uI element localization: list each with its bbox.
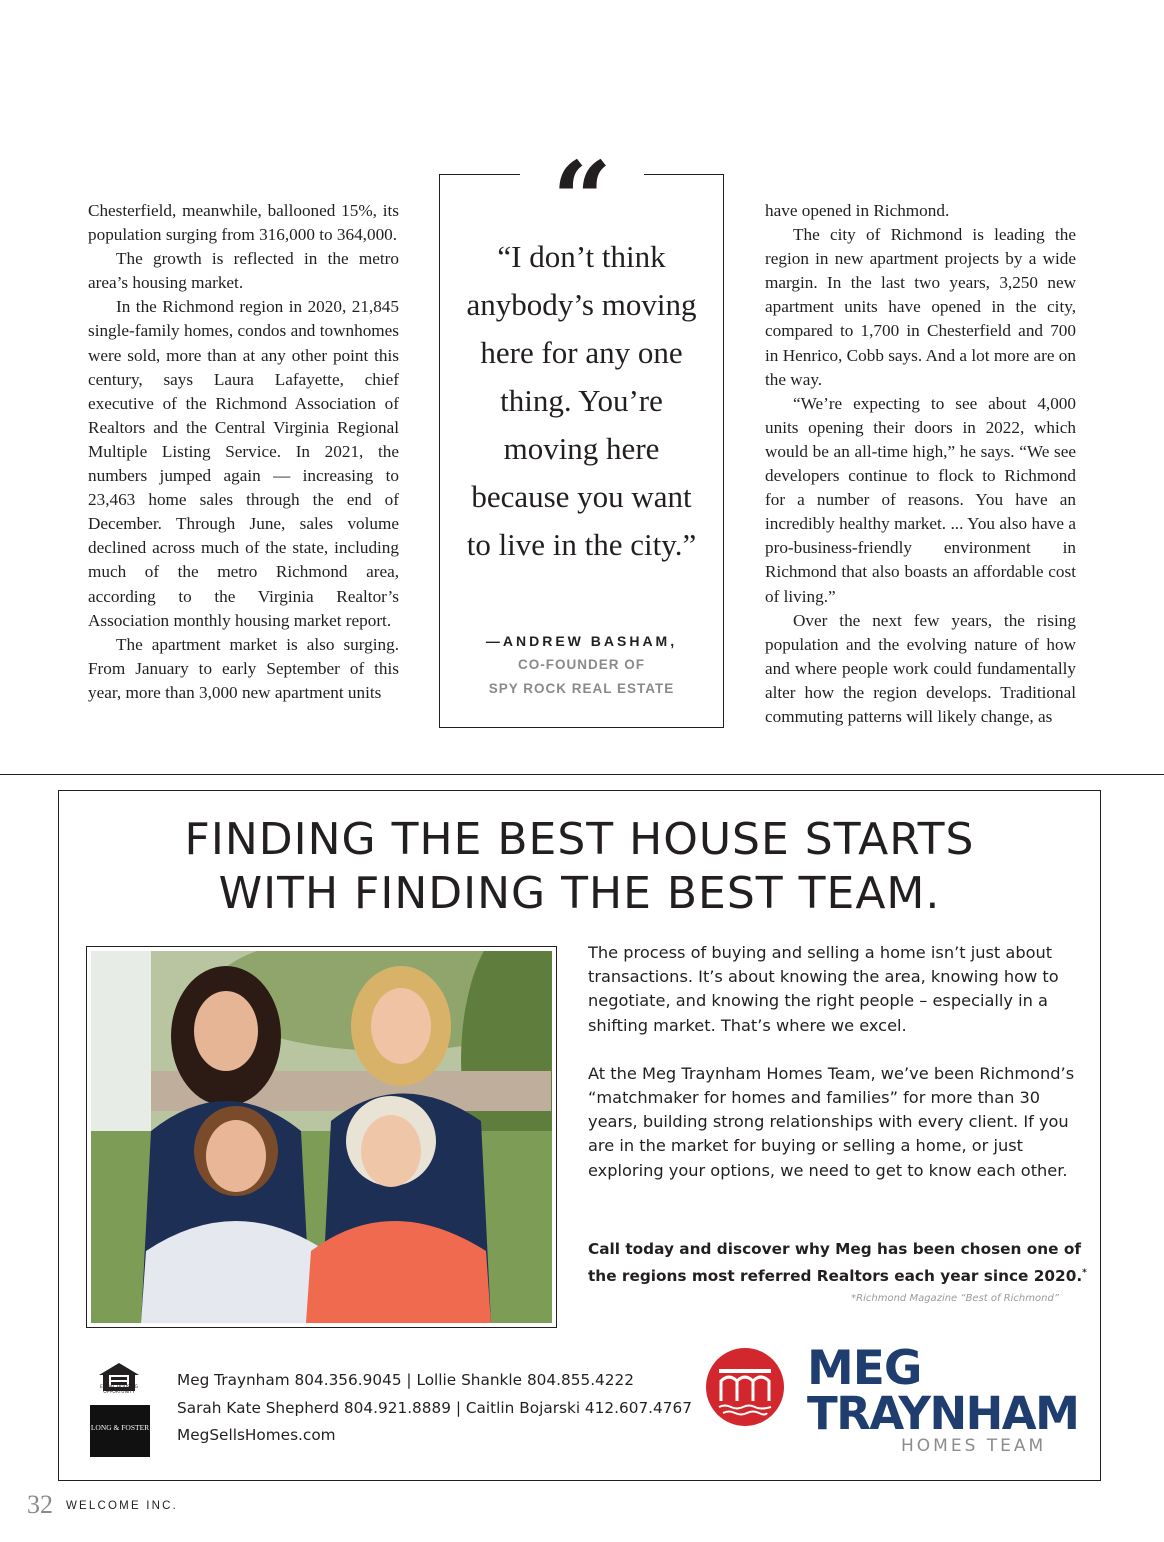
- brand-name-line: MEG: [807, 1341, 922, 1396]
- ad-headline-line: FINDING THE BEST HOUSE STARTS: [184, 814, 975, 865]
- article-column-right: [765, 199, 1076, 729]
- ad-cta-text: Call today and discover why Meg has been chosen one of the regions most referred Realtors each year since 2020.: [588, 1240, 1083, 1286]
- quote-mark-icon: [520, 138, 644, 261]
- ad-headline: [59, 813, 1100, 921]
- article-paragraph: In the Richmond region in 2020, 21,845 single-family homes, condos and townhomes were sold, more than at any other point this century, says Laura Lafayette, chief executive of the Richmond Association of Realtors and the Central Virginia Regional Multiple Listing Service. In 2021, the numbers jumped again — increasing to 23,463 home sales through the end of December. Through June, sales volume declined across much of the state, including much of the metro Richmond area, according to the Virginia Realtor’s Association monthly housing market report.: [88, 297, 399, 630]
- article-paragraph: Chesterfield, meanwhile, ballooned 15%, its population surging from 316,000 to 364,000.: [88, 201, 399, 245]
- quote-mark: “: [552, 138, 612, 261]
- team-photo-illustration: [91, 951, 552, 1323]
- ad-headline-line: WITH FINDING THE BEST TEAM.: [218, 868, 941, 919]
- bridge-logo-icon: [705, 1347, 785, 1427]
- ad-contacts: [177, 1367, 692, 1450]
- ad-body-paragraph: At the Meg Traynham Homes Team, we’ve been Richmond’s “matchmaker for homes and families” for more than 30 years, building strong relationships with every client. If you are in the market for buying or selling a home, or just exploring your options, we need to get to know each other.: [588, 1063, 1075, 1180]
- section-divider: [0, 774, 1164, 775]
- pull-quote-attribution: [440, 629, 723, 701]
- article-paragraph: Over the next few years, the rising population and the evolving nature of how and where people work could fundamentally alter how the region develops. Traditional commuting patterns will likely change, as: [765, 610, 1076, 726]
- advertisement: [58, 790, 1101, 1481]
- page-number: 32: [27, 1490, 53, 1519]
- brand-name-line: TRAYNHAM: [807, 1387, 1079, 1440]
- equal-housing-icon: [97, 1361, 141, 1403]
- attribution-title: CO-FOUNDER OF: [518, 657, 645, 672]
- article-paragraph: “We’re expecting to see about 4,000 units opening their doors in 2022, which would be an all-time high,” he says. “We see developers continue to flock to Richmond for a number of reasons. You have an incredibly healthy market. ... You also have a pro-business-friendly environment in Richmond that also boasts an affordable cost of living.”: [765, 393, 1076, 606]
- equal-housing-caption: EQUAL HOUSING OPPORTUNITY: [100, 1385, 138, 1395]
- broker-logo: LONG & FOSTER: [90, 1405, 150, 1457]
- magazine-name: WELCOME INC.: [66, 1500, 179, 1512]
- team-photo: [91, 951, 552, 1323]
- ad-footnote: *Richmond Magazine “Best of Richmond”: [851, 1293, 1059, 1304]
- attribution-company: SPY ROCK REAL ESTATE: [488, 681, 675, 696]
- article-paragraph: The apartment market is also surging. From January to early September of this year, more than 3,000 new apartment units: [88, 634, 399, 702]
- article-paragraph: have opened in Richmond.: [765, 201, 950, 220]
- ad-call-to-action: [588, 1237, 1088, 1289]
- contact-line: Sarah Kate Shepherd 804.921.8889 | Caitlin Bojarski 412.607.4767: [177, 1398, 692, 1417]
- contact-line: Meg Traynham 804.356.9045 | Lollie Shankle 804.855.4222: [177, 1371, 634, 1389]
- ad-body: [588, 941, 1088, 1207]
- website-link[interactable]: MegSellsHomes.com: [177, 1426, 336, 1444]
- attribution-name: —ANDREW BASHAM,: [485, 633, 678, 649]
- ad-cta-footnote-mark: *: [1082, 1268, 1087, 1279]
- team-photo-frame: [86, 946, 557, 1328]
- pull-quote-text: “I don’t think anybody’s moving here for any one thing. You’re moving here because you want to live in the city.”: [466, 239, 697, 562]
- article-column-left: [88, 199, 399, 705]
- article-paragraph: The city of Richmond is leading the region in new apartment projects by a wide margin. In the last two years, 3,250 new apartment units have opened in the city, compared to 1,700 in Chesterfield and 700 in Henrico, Cobb says. And a lot more are on the way.: [765, 225, 1076, 389]
- article-paragraph: The growth is reflected in the metro area’s housing market.: [88, 249, 399, 293]
- brand-tagline: HOMES TEAM: [901, 1436, 1047, 1456]
- ad-body-paragraph: The process of buying and selling a home isn’t just about transactions. It’s about knowing the area, knowing how to negotiate, and knowing the right people – especially in a shifting market. That’s where we excel.: [588, 943, 1059, 1035]
